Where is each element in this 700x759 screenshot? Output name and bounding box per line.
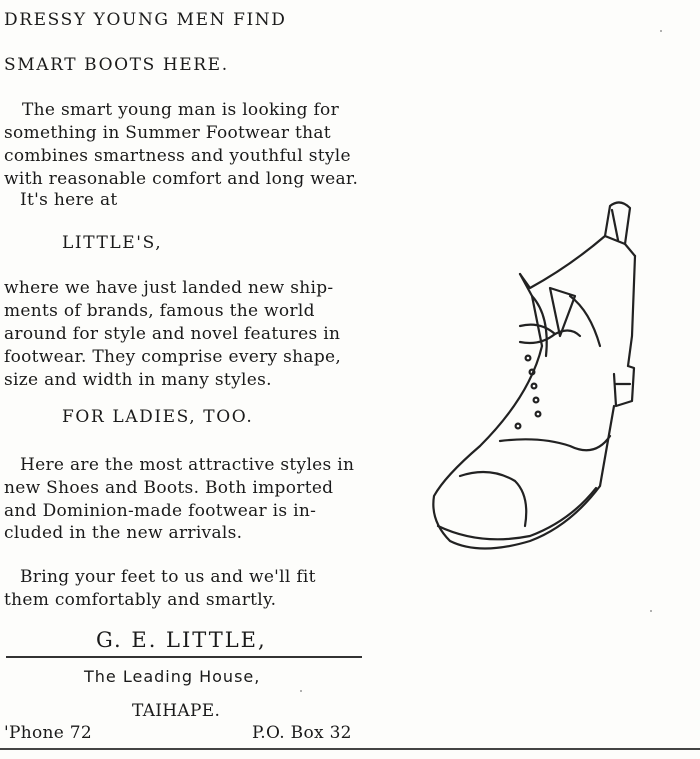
- para1-line-5: It's here at: [20, 190, 118, 210]
- para2-line-2: ments of brands, famous the world: [4, 301, 315, 321]
- print-speck: [660, 30, 662, 32]
- para2-line-4: footwear. They comprise every shape,: [4, 347, 342, 367]
- para1-line-4: with reasonable comfort and long wear.: [4, 169, 359, 189]
- para4-line-2: them comfortably and smartly.: [4, 590, 277, 610]
- headline-line-1: DRESSY YOUNG MEN FIND: [4, 10, 287, 30]
- para3-line-4: cluded in the new arrivals.: [4, 523, 243, 543]
- para1-line-2: something in Summer Footwear that: [4, 123, 331, 143]
- signature-rule: [6, 656, 362, 658]
- para2-line-5: size and width in many styles.: [4, 370, 272, 390]
- bottom-border-rule: [0, 748, 700, 750]
- para2-line-1: where we have just landed new ship-: [4, 278, 334, 298]
- para1-line-3: combines smartness and youthful style: [4, 146, 351, 166]
- town: TAIHAPE.: [132, 701, 221, 721]
- tagline: The Leading House,: [84, 667, 261, 686]
- subhead-ladies: FOR LADIES, TOO.: [62, 407, 254, 427]
- para3-line-1: Here are the most attractive styles in: [20, 455, 355, 475]
- boot-illustration-icon: [420, 196, 670, 556]
- para1-line-1: The smart young man is looking for: [22, 100, 340, 120]
- store-callout: LITTLE'S,: [62, 233, 163, 253]
- print-speck: [650, 610, 652, 612]
- headline-line-2: SMART BOOTS HERE.: [4, 55, 229, 75]
- para2-line-3: around for style and novel features in: [4, 324, 341, 344]
- phone-number: 'Phone 72: [4, 723, 93, 743]
- para3-line-3: and Dominion-made footwear is in-: [4, 501, 317, 521]
- po-box: P.O. Box 32: [252, 723, 352, 743]
- para3-line-2: new Shoes and Boots. Both imported: [4, 478, 334, 498]
- print-speck: [300, 690, 302, 692]
- para4-line-1: Bring your feet to us and we'll fit: [20, 567, 316, 587]
- signature-name: G. E. LITTLE,: [96, 628, 267, 652]
